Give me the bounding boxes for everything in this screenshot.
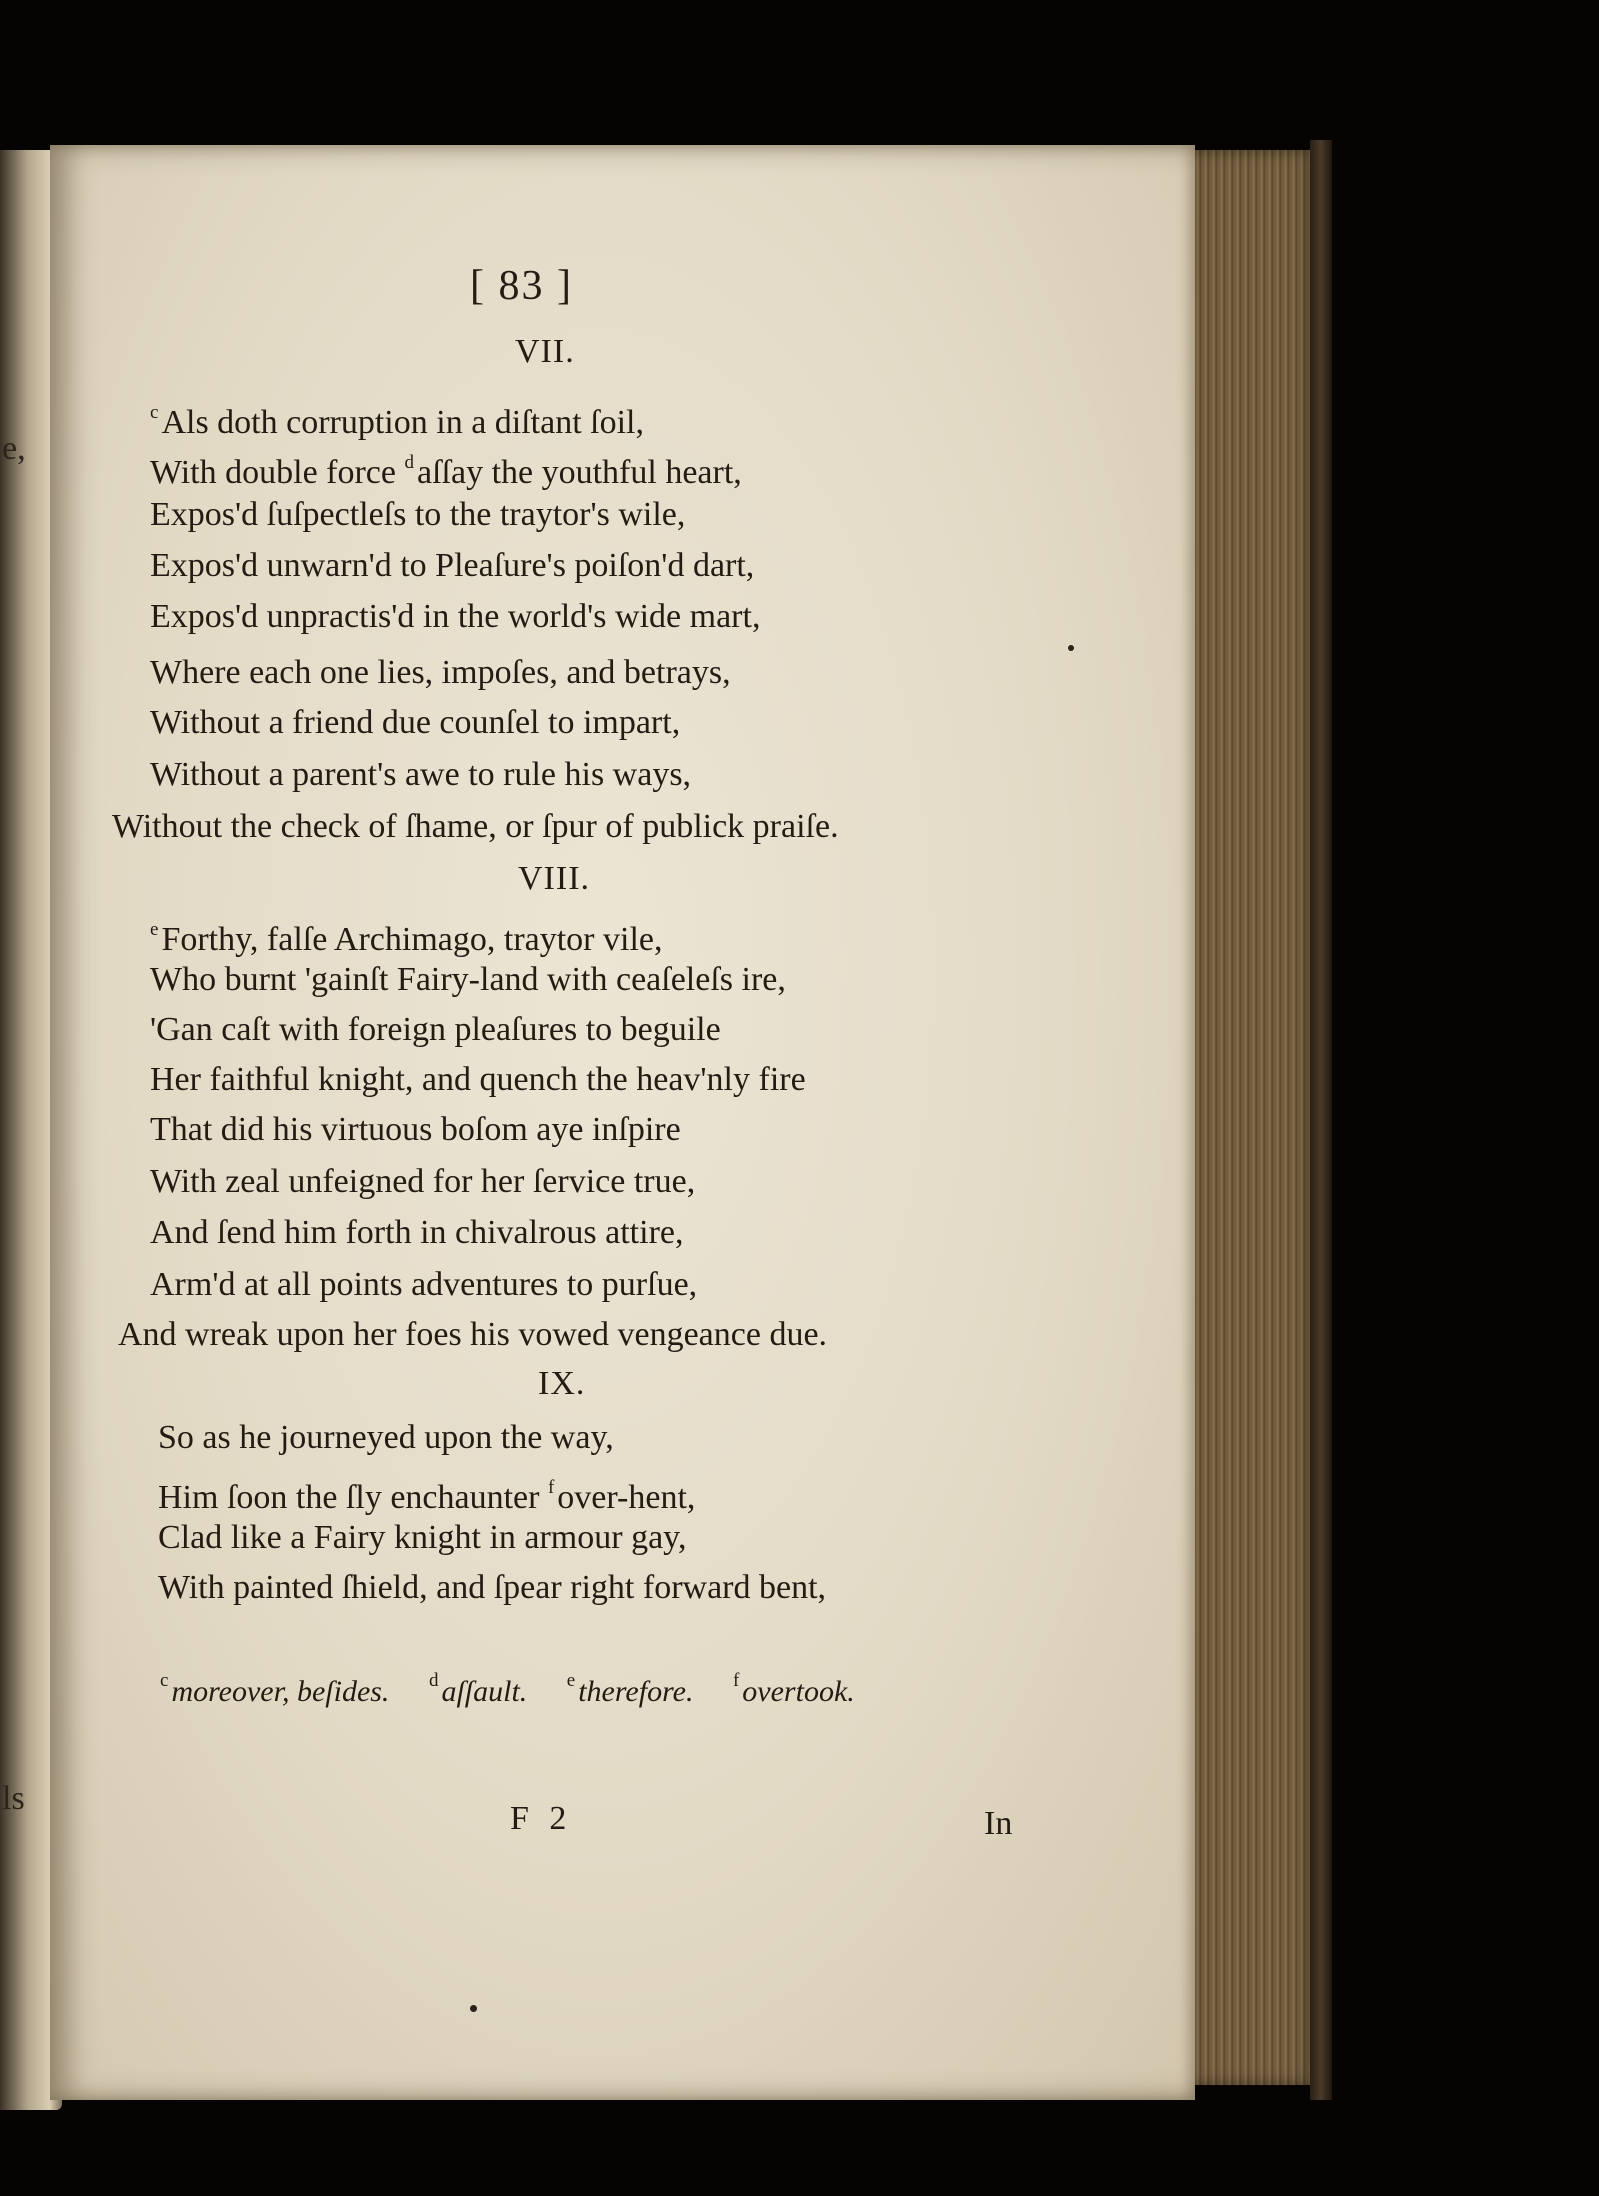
verse-line: Without the check of ſhame, or ſpur of publick praiſe. bbox=[112, 808, 839, 845]
verse-line: Where each one lies, impoſes, and betrays, bbox=[150, 654, 731, 691]
verse-line: Clad like a Fairy knight in armour gay, bbox=[158, 1519, 687, 1556]
ink-speck bbox=[470, 2005, 477, 2012]
footnote-marker: f bbox=[547, 1477, 555, 1498]
page-number: [ 83 ] bbox=[470, 263, 573, 309]
verse-line: And ſend him forth in chivalrous attire, bbox=[150, 1214, 684, 1251]
verse-line: Expos'd ſuſpectleſs to the traytor's wile, bbox=[150, 496, 686, 533]
verse-line: $^e$Forthy, falſe Archimago, traytor vile, bbox=[150, 919, 663, 958]
stanza-number: IX. bbox=[538, 1365, 586, 1402]
verse-line: Arm'd at all points adventures to purſue, bbox=[150, 1266, 698, 1303]
footnotes bbox=[160, 1670, 855, 1709]
footnote: $^d$ aſſault. bbox=[428, 1670, 528, 1708]
footnote-marker: d bbox=[404, 452, 414, 473]
verse-line: Without a friend due counſel to impart, bbox=[150, 704, 681, 741]
verse-line: Expos'd unpractis'd in the world's wide mart, bbox=[150, 598, 761, 635]
verse-line: Who burnt 'gainſt Fairy-land with ceaſeleſs ire, bbox=[150, 961, 786, 998]
verse-line: And wreak upon her foes his vowed vengeance due. bbox=[118, 1316, 828, 1353]
verse-line: With zeal unfeigned for her ſervice true, bbox=[150, 1163, 696, 1200]
ink-speck bbox=[1068, 645, 1074, 651]
verse-line: With painted ſhield, and ſpear right forward bent, bbox=[158, 1569, 827, 1606]
verse-line: Without a parent's awe to rule his ways, bbox=[150, 756, 692, 793]
footnote: $^c$ moreover, beſides. bbox=[160, 1670, 390, 1708]
verse-line: With double force $^d$aſſay the youthful heart, bbox=[150, 452, 742, 491]
signature-mark: F 2 bbox=[510, 1800, 573, 1837]
left-page-fragment: ls bbox=[2, 1780, 25, 1817]
verse-line: So as he journeyed upon the way, bbox=[158, 1419, 614, 1456]
footnote-marker: e bbox=[150, 919, 159, 940]
left-page-fragment: e, bbox=[2, 430, 26, 467]
footnote: $^f$ overtook. bbox=[732, 1670, 855, 1708]
verse-line: Expos'd unwarn'd to Pleaſure's poiſon'd dart, bbox=[150, 547, 755, 584]
verse-line: $^c$Als doth corruption in a diſtant ſoil, bbox=[150, 402, 644, 441]
verse-line: 'Gan caſt with foreign pleaſures to beguile bbox=[150, 1011, 721, 1048]
catchword: In bbox=[984, 1805, 1013, 1842]
verse-line: Her faithful knight, and quench the heav'nly fire bbox=[150, 1061, 806, 1098]
stanza-number: VIII. bbox=[518, 860, 591, 897]
verse-line: Him ſoon the ſly enchaunter $^f$over-hent, bbox=[158, 1477, 696, 1516]
verse-line: That did his virtuous boſom aye inſpire bbox=[150, 1111, 681, 1148]
stanza-number: VII. bbox=[515, 333, 575, 370]
footnote-marker: c bbox=[150, 402, 159, 423]
footnote: $^e$ therefore. bbox=[566, 1670, 694, 1708]
